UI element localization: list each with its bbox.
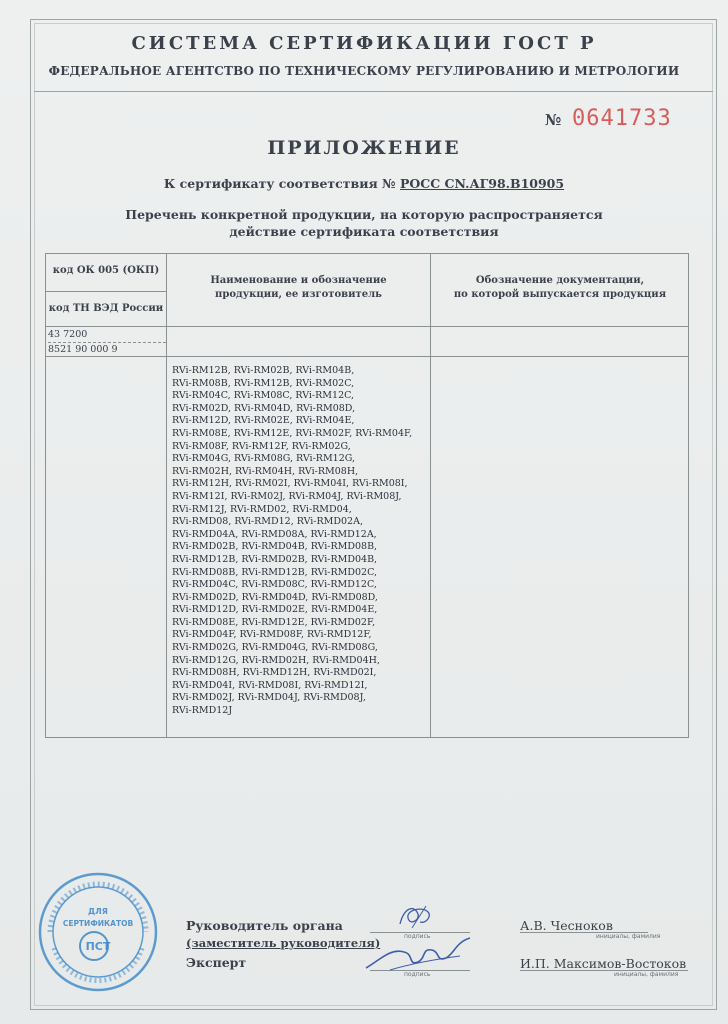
model-line: RVi-RMD04C, RVi-RMD08C, RVi-RMD12C,	[172, 579, 377, 591]
appendix-title: ПРИЛОЖЕНИЕ	[267, 137, 461, 159]
col2-header-line-1: Наименование и обозначение	[210, 275, 387, 286]
model-line: RVi-RM08E, RVi-RM12E, RVi-RM02F, RVi-RM04F,	[172, 427, 413, 439]
model-list	[172, 365, 430, 718]
model-line: RVi-RMD12J	[172, 705, 233, 717]
table-header-bottom	[45, 326, 689, 327]
col3-header-line-1: Обозначение документации,	[475, 275, 645, 286]
subtitle-line-1: Перечень конкретной продукции, на которую распространяется	[125, 207, 603, 222]
model-line: RVi-RMD02G, RVi-RMD04G, RVi-RMD08G,	[172, 642, 378, 654]
certificate-number: РОСС CN.АГ98.В10905	[400, 176, 565, 191]
stamp-mark: ПСТ	[85, 940, 111, 953]
model-line: RVi-RM12D, RVi-RM02E, RVi-RM04E,	[172, 415, 355, 427]
model-line: RVi-RM04G, RVi-RM08G, RVi-RM12G,	[172, 453, 356, 465]
head-signature-caption: подпись	[404, 933, 431, 940]
expert-signature-caption: подпись	[404, 971, 431, 978]
expert-name: И.П. Максимов-Востоков	[520, 956, 687, 971]
model-line: RVi-RM12H, RVi-RM02I, RVi-RM04I, RVi-RM08I,	[172, 478, 408, 490]
model-line: RVi-RMD08E, RVi-RMD12E, RVi-RMD02F,	[172, 616, 376, 628]
col2-header	[167, 274, 430, 302]
stamp-line-1: ДЛЯ	[88, 907, 108, 916]
subtitle-line-2: действие сертификата соответствия	[229, 224, 499, 239]
form-number: 0641733	[572, 106, 672, 131]
header-divider	[34, 91, 713, 92]
system-title: СИСТЕМА СЕРТИФИКАЦИИ ГОСТ Р	[131, 33, 597, 54]
model-line: RVi-RMD04A, RVi-RMD08A, RVi-RMD12A,	[172, 528, 377, 540]
col2-header-line-2: продукции, ее изготовитель	[215, 289, 382, 300]
model-line: RVi-RM04C, RVi-RM08C, RVi-RM12C,	[172, 390, 355, 402]
certification-stamp	[36, 870, 160, 994]
model-line: RVi-RMD02B, RVi-RMD04B, RVi-RMD08B,	[172, 541, 378, 553]
expert-label: Эксперт	[186, 955, 247, 970]
col3-header-line-2: по которой выпускается продукция	[453, 289, 667, 300]
products-subtitle	[0, 206, 728, 240]
model-line: RVi-RM12J, RVi-RMD02, RVi-RMD04,	[172, 503, 352, 515]
table-codes-row-bottom	[45, 356, 689, 357]
code-okp: 43 7200	[48, 329, 88, 340]
certificate-reference	[0, 176, 728, 191]
model-line: RVi-RM02D, RVi-RM04D, RVi-RM08D,	[172, 402, 356, 414]
expert-name-caption: инициалы, фамилия	[614, 971, 679, 978]
model-line: RVi-RM12I, RVi-RM02J, RVi-RM04J, RVi-RM08J,	[172, 490, 402, 502]
model-line: RVi-RMD12D, RVi-RMD02E, RVi-RMD04E,	[172, 604, 378, 616]
model-line: RVi-RM02H, RVi-RM04H, RVi-RM08H,	[172, 465, 359, 477]
codes-dashed-divider	[48, 342, 166, 343]
model-line: RVi-RMD12G, RVi-RMD02H, RVi-RMD04H,	[172, 654, 380, 666]
certificate-prefix: К сертификату соответствия №	[163, 176, 396, 191]
model-line: RVi-RM08B, RVi-RM12B, RVi-RM02C,	[172, 377, 355, 389]
model-line: RVi-RM12B, RVi-RM02B, RVi-RM04B,	[172, 365, 355, 376]
col3-header	[431, 274, 689, 302]
deputy-label: (заместитель руководителя)	[186, 936, 381, 950]
col1-header-divider	[45, 291, 166, 292]
model-line: RVi-RMD04I, RVi-RMD08I, RVi-RMD12I,	[172, 679, 368, 691]
col1-header-okp: код ОК 005 (ОКП)	[52, 265, 160, 276]
head-name: А.В. Чесноков	[520, 918, 613, 933]
model-line: RVi-RMD02D, RVi-RMD04D, RVi-RMD08D,	[172, 591, 378, 603]
head-name-caption: инициалы, фамилия	[596, 933, 661, 940]
model-line: RVi-RMD08H, RVi-RMD12H, RVi-RMD02I,	[172, 667, 377, 679]
head-label: Руководитель органа	[186, 918, 343, 933]
model-line: RVi-RMD08, RVi-RMD12, RVi-RMD02A,	[172, 516, 363, 528]
model-line: RVi-RMD04F, RVi-RMD08F, RVi-RMD12F,	[172, 629, 372, 641]
head-signature	[392, 900, 442, 934]
model-line: RVi-RMD12B, RVi-RMD02B, RVi-RMD04B,	[172, 553, 378, 565]
model-line: RVi-RMD08B, RVi-RMD12B, RVi-RMD02C,	[172, 566, 378, 578]
expert-signature	[360, 930, 480, 976]
col1-header-tnved: код ТН ВЭД России	[48, 303, 164, 314]
model-line: RVi-RM08F, RVi-RM12F, RVi-RM02G,	[172, 440, 351, 452]
stamp-line-2: СЕРТИФИКАТОВ	[62, 919, 134, 928]
model-line: RVi-RMD02J, RVi-RMD04J, RVi-RMD08J,	[172, 692, 366, 704]
number-label: №	[545, 111, 562, 129]
agency-title: ФЕДЕРАЛЬНОЕ АГЕНТСТВО ПО ТЕХНИЧЕСКОМУ РЕГУЛИРОВАНИЮ И МЕТРОЛОГИИ	[48, 64, 680, 78]
code-tnved: 8521 90 000 9	[48, 344, 118, 355]
